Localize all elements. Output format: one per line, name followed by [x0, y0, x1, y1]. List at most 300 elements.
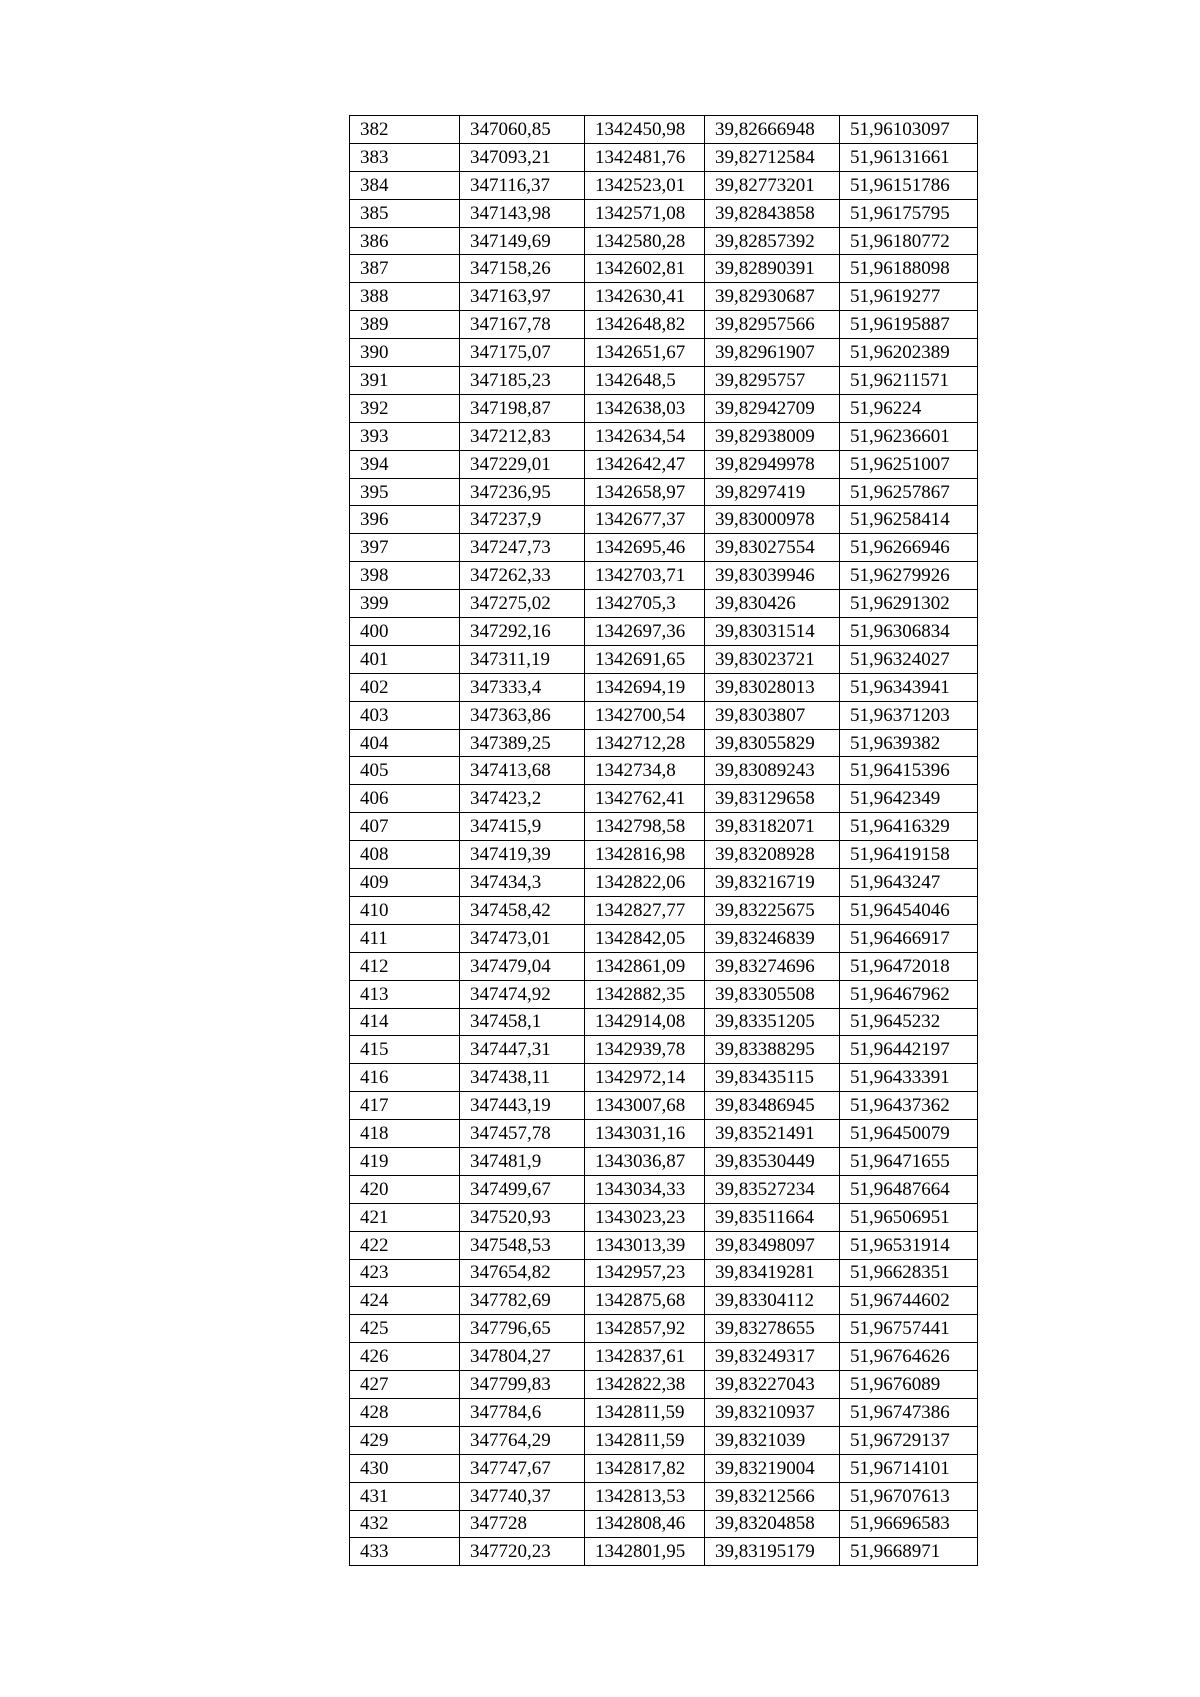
point-number-cell: 419 — [350, 1147, 460, 1175]
point-number-cell: 393 — [350, 422, 460, 450]
latitude-cell: 51,96258414 — [840, 506, 978, 534]
x-coordinate-cell: 347275,02 — [460, 590, 585, 618]
y-coordinate-cell: 1342712,28 — [585, 729, 705, 757]
y-coordinate-cell: 1342972,14 — [585, 1064, 705, 1092]
table-row — [350, 394, 978, 422]
latitude-cell: 51,96195887 — [840, 311, 978, 339]
table-row — [350, 1064, 978, 1092]
longitude-cell: 39,83498097 — [705, 1231, 840, 1259]
x-coordinate-cell: 347796,65 — [460, 1315, 585, 1343]
table-row — [350, 422, 978, 450]
x-coordinate-cell: 347247,73 — [460, 534, 585, 562]
y-coordinate-cell: 1342700,54 — [585, 701, 705, 729]
y-coordinate-cell: 1342939,78 — [585, 1036, 705, 1064]
y-coordinate-cell: 1342857,92 — [585, 1315, 705, 1343]
table-row — [350, 869, 978, 897]
y-coordinate-cell: 1342705,3 — [585, 590, 705, 618]
latitude-cell: 51,96628351 — [840, 1259, 978, 1287]
x-coordinate-cell: 347447,31 — [460, 1036, 585, 1064]
y-coordinate-cell: 1342882,35 — [585, 980, 705, 1008]
longitude-cell: 39,83027554 — [705, 534, 840, 562]
latitude-cell: 51,96764626 — [840, 1343, 978, 1371]
latitude-cell: 51,96180772 — [840, 227, 978, 255]
longitude-cell: 39,83351205 — [705, 1008, 840, 1036]
latitude-cell: 51,96454046 — [840, 896, 978, 924]
x-coordinate-cell: 347163,97 — [460, 283, 585, 311]
point-number-cell: 395 — [350, 478, 460, 506]
x-coordinate-cell: 347149,69 — [460, 227, 585, 255]
longitude-cell: 39,83511664 — [705, 1203, 840, 1231]
x-coordinate-cell: 347363,86 — [460, 701, 585, 729]
x-coordinate-cell: 347458,1 — [460, 1008, 585, 1036]
longitude-cell: 39,83208928 — [705, 841, 840, 869]
longitude-cell: 39,83486945 — [705, 1092, 840, 1120]
x-coordinate-cell: 347747,67 — [460, 1454, 585, 1482]
longitude-cell: 39,82930687 — [705, 283, 840, 311]
table-row — [350, 729, 978, 757]
x-coordinate-cell: 347499,67 — [460, 1175, 585, 1203]
longitude-cell: 39,82949978 — [705, 450, 840, 478]
y-coordinate-cell: 1342762,41 — [585, 785, 705, 813]
latitude-cell: 51,96279926 — [840, 562, 978, 590]
latitude-cell: 51,96744602 — [840, 1287, 978, 1315]
y-coordinate-cell: 1342695,46 — [585, 534, 705, 562]
table-row — [350, 450, 978, 478]
x-coordinate-cell: 347728 — [460, 1510, 585, 1538]
point-number-cell: 385 — [350, 199, 460, 227]
latitude-cell: 51,96747386 — [840, 1398, 978, 1426]
latitude-cell: 51,96151786 — [840, 171, 978, 199]
point-number-cell: 397 — [350, 534, 460, 562]
table-row — [350, 1092, 978, 1120]
x-coordinate-cell: 347167,78 — [460, 311, 585, 339]
latitude-cell: 51,9619277 — [840, 283, 978, 311]
longitude-cell: 39,83212566 — [705, 1482, 840, 1510]
table-row — [350, 924, 978, 952]
y-coordinate-cell: 1342861,09 — [585, 952, 705, 980]
table-row — [350, 199, 978, 227]
x-coordinate-cell: 347443,19 — [460, 1092, 585, 1120]
y-coordinate-cell: 1342481,76 — [585, 143, 705, 171]
longitude-cell: 39,83028013 — [705, 673, 840, 701]
latitude-cell: 51,96415396 — [840, 757, 978, 785]
latitude-cell: 51,96291302 — [840, 590, 978, 618]
x-coordinate-cell: 347481,9 — [460, 1147, 585, 1175]
x-coordinate-cell: 347720,23 — [460, 1538, 585, 1566]
y-coordinate-cell: 1342642,47 — [585, 450, 705, 478]
longitude-cell: 39,82957566 — [705, 311, 840, 339]
latitude-cell: 51,96202389 — [840, 339, 978, 367]
latitude-cell: 51,9643247 — [840, 869, 978, 897]
point-number-cell: 418 — [350, 1120, 460, 1148]
x-coordinate-cell: 347654,82 — [460, 1259, 585, 1287]
longitude-cell: 39,83227043 — [705, 1371, 840, 1399]
x-coordinate-cell: 347473,01 — [460, 924, 585, 952]
latitude-cell: 51,9639382 — [840, 729, 978, 757]
point-number-cell: 413 — [350, 980, 460, 1008]
longitude-cell: 39,83246839 — [705, 924, 840, 952]
x-coordinate-cell: 347311,19 — [460, 645, 585, 673]
table-row — [350, 255, 978, 283]
longitude-cell: 39,83031514 — [705, 618, 840, 646]
longitude-cell: 39,8303807 — [705, 701, 840, 729]
point-number-cell: 389 — [350, 311, 460, 339]
latitude-cell: 51,9645232 — [840, 1008, 978, 1036]
longitude-cell: 39,82890391 — [705, 255, 840, 283]
table-row — [350, 1454, 978, 1482]
x-coordinate-cell: 347419,39 — [460, 841, 585, 869]
x-coordinate-cell: 347093,21 — [460, 143, 585, 171]
y-coordinate-cell: 1342808,46 — [585, 1510, 705, 1538]
table-row — [350, 506, 978, 534]
table-row — [350, 283, 978, 311]
x-coordinate-cell: 347185,23 — [460, 367, 585, 395]
table-row — [350, 1510, 978, 1538]
y-coordinate-cell: 1342450,98 — [585, 116, 705, 144]
y-coordinate-cell: 1342691,65 — [585, 645, 705, 673]
x-coordinate-cell: 347237,9 — [460, 506, 585, 534]
x-coordinate-cell: 347158,26 — [460, 255, 585, 283]
point-number-cell: 398 — [350, 562, 460, 590]
point-number-cell: 390 — [350, 339, 460, 367]
longitude-cell: 39,83210937 — [705, 1398, 840, 1426]
y-coordinate-cell: 1342658,97 — [585, 478, 705, 506]
point-number-cell: 432 — [350, 1510, 460, 1538]
longitude-cell: 39,83182071 — [705, 813, 840, 841]
latitude-cell: 51,96175795 — [840, 199, 978, 227]
table-row — [350, 701, 978, 729]
table-row — [350, 841, 978, 869]
table-row — [350, 367, 978, 395]
point-number-cell: 387 — [350, 255, 460, 283]
point-number-cell: 416 — [350, 1064, 460, 1092]
point-number-cell: 406 — [350, 785, 460, 813]
latitude-cell: 51,96467962 — [840, 980, 978, 1008]
table-row — [350, 1008, 978, 1036]
longitude-cell: 39,82666948 — [705, 116, 840, 144]
latitude-cell: 51,96707613 — [840, 1482, 978, 1510]
y-coordinate-cell: 1342837,61 — [585, 1343, 705, 1371]
table-row — [350, 1343, 978, 1371]
x-coordinate-cell: 347479,04 — [460, 952, 585, 980]
longitude-cell: 39,83274696 — [705, 952, 840, 980]
latitude-cell: 51,96224 — [840, 394, 978, 422]
longitude-cell: 39,82942709 — [705, 394, 840, 422]
x-coordinate-cell: 347804,27 — [460, 1343, 585, 1371]
table-row — [350, 311, 978, 339]
latitude-cell: 51,96696583 — [840, 1510, 978, 1538]
point-number-cell: 412 — [350, 952, 460, 980]
latitude-cell: 51,96487664 — [840, 1175, 978, 1203]
x-coordinate-cell: 347292,16 — [460, 618, 585, 646]
latitude-cell: 51,96266946 — [840, 534, 978, 562]
longitude-cell: 39,83278655 — [705, 1315, 840, 1343]
latitude-cell: 51,96306834 — [840, 618, 978, 646]
latitude-cell: 51,96416329 — [840, 813, 978, 841]
table-row — [350, 1538, 978, 1566]
table-row — [350, 673, 978, 701]
table-row — [350, 757, 978, 785]
point-number-cell: 414 — [350, 1008, 460, 1036]
longitude-cell: 39,82712584 — [705, 143, 840, 171]
point-number-cell: 430 — [350, 1454, 460, 1482]
x-coordinate-cell: 347784,6 — [460, 1398, 585, 1426]
longitude-cell: 39,83219004 — [705, 1454, 840, 1482]
point-number-cell: 422 — [350, 1231, 460, 1259]
y-coordinate-cell: 1342694,19 — [585, 673, 705, 701]
y-coordinate-cell: 1342822,38 — [585, 1371, 705, 1399]
y-coordinate-cell: 1342842,05 — [585, 924, 705, 952]
x-coordinate-cell: 347175,07 — [460, 339, 585, 367]
longitude-cell: 39,83419281 — [705, 1259, 840, 1287]
longitude-cell: 39,83304112 — [705, 1287, 840, 1315]
x-coordinate-cell: 347782,69 — [460, 1287, 585, 1315]
longitude-cell: 39,82773201 — [705, 171, 840, 199]
point-number-cell: 399 — [350, 590, 460, 618]
y-coordinate-cell: 1342630,41 — [585, 283, 705, 311]
point-number-cell: 404 — [350, 729, 460, 757]
latitude-cell: 51,96472018 — [840, 952, 978, 980]
latitude-cell: 51,9642349 — [840, 785, 978, 813]
longitude-cell: 39,83225675 — [705, 896, 840, 924]
table-row — [350, 1203, 978, 1231]
y-coordinate-cell: 1342651,67 — [585, 339, 705, 367]
longitude-cell: 39,83055829 — [705, 729, 840, 757]
longitude-cell: 39,83000978 — [705, 506, 840, 534]
longitude-cell: 39,83435115 — [705, 1064, 840, 1092]
point-number-cell: 402 — [350, 673, 460, 701]
point-number-cell: 428 — [350, 1398, 460, 1426]
table-row — [350, 785, 978, 813]
point-number-cell: 423 — [350, 1259, 460, 1287]
table-row — [350, 1036, 978, 1064]
longitude-cell: 39,83249317 — [705, 1343, 840, 1371]
y-coordinate-cell: 1342634,54 — [585, 422, 705, 450]
latitude-cell: 51,96757441 — [840, 1315, 978, 1343]
y-coordinate-cell: 1342677,37 — [585, 506, 705, 534]
y-coordinate-cell: 1342817,82 — [585, 1454, 705, 1482]
y-coordinate-cell: 1343013,39 — [585, 1231, 705, 1259]
x-coordinate-cell: 347520,93 — [460, 1203, 585, 1231]
y-coordinate-cell: 1342638,03 — [585, 394, 705, 422]
y-coordinate-cell: 1342875,68 — [585, 1287, 705, 1315]
x-coordinate-cell: 347434,3 — [460, 869, 585, 897]
x-coordinate-cell: 347389,25 — [460, 729, 585, 757]
longitude-cell: 39,82938009 — [705, 422, 840, 450]
table-row — [350, 143, 978, 171]
y-coordinate-cell: 1342827,77 — [585, 896, 705, 924]
y-coordinate-cell: 1342648,82 — [585, 311, 705, 339]
x-coordinate-cell: 347438,11 — [460, 1064, 585, 1092]
table-row — [350, 534, 978, 562]
latitude-cell: 51,9668971 — [840, 1538, 978, 1566]
table-row — [350, 1259, 978, 1287]
table-row — [350, 339, 978, 367]
y-coordinate-cell: 1342523,01 — [585, 171, 705, 199]
y-coordinate-cell: 1342801,95 — [585, 1538, 705, 1566]
y-coordinate-cell: 1343036,87 — [585, 1147, 705, 1175]
coordinates-table-body — [350, 116, 978, 1566]
table-row — [350, 171, 978, 199]
x-coordinate-cell: 347423,2 — [460, 785, 585, 813]
y-coordinate-cell: 1343007,68 — [585, 1092, 705, 1120]
longitude-cell: 39,82857392 — [705, 227, 840, 255]
point-number-cell: 426 — [350, 1343, 460, 1371]
table-row — [350, 813, 978, 841]
latitude-cell: 51,96257867 — [840, 478, 978, 506]
table-row — [350, 590, 978, 618]
latitude-cell: 51,96714101 — [840, 1454, 978, 1482]
point-number-cell: 386 — [350, 227, 460, 255]
y-coordinate-cell: 1342798,58 — [585, 813, 705, 841]
y-coordinate-cell: 1342957,23 — [585, 1259, 705, 1287]
x-coordinate-cell: 347764,29 — [460, 1426, 585, 1454]
x-coordinate-cell: 347212,83 — [460, 422, 585, 450]
y-coordinate-cell: 1342571,08 — [585, 199, 705, 227]
table-row — [350, 1120, 978, 1148]
table-row — [350, 952, 978, 980]
y-coordinate-cell: 1342648,5 — [585, 367, 705, 395]
x-coordinate-cell: 347474,92 — [460, 980, 585, 1008]
table-row — [350, 1426, 978, 1454]
x-coordinate-cell: 347799,83 — [460, 1371, 585, 1399]
longitude-cell: 39,82961907 — [705, 339, 840, 367]
y-coordinate-cell: 1342822,06 — [585, 869, 705, 897]
longitude-cell: 39,8297419 — [705, 478, 840, 506]
longitude-cell: 39,83388295 — [705, 1036, 840, 1064]
x-coordinate-cell: 347458,42 — [460, 896, 585, 924]
longitude-cell: 39,830426 — [705, 590, 840, 618]
point-number-cell: 382 — [350, 116, 460, 144]
table-row — [350, 1231, 978, 1259]
y-coordinate-cell: 1342811,59 — [585, 1398, 705, 1426]
longitude-cell: 39,83527234 — [705, 1175, 840, 1203]
point-number-cell: 383 — [350, 143, 460, 171]
table-row — [350, 1287, 978, 1315]
y-coordinate-cell: 1343023,23 — [585, 1203, 705, 1231]
table-row — [350, 1398, 978, 1426]
table-row — [350, 1482, 978, 1510]
x-coordinate-cell: 347548,53 — [460, 1231, 585, 1259]
longitude-cell: 39,83023721 — [705, 645, 840, 673]
latitude-cell: 51,96324027 — [840, 645, 978, 673]
point-number-cell: 394 — [350, 450, 460, 478]
table-row — [350, 116, 978, 144]
coordinates-table — [349, 115, 978, 1566]
latitude-cell: 51,96251007 — [840, 450, 978, 478]
latitude-cell: 51,96471655 — [840, 1147, 978, 1175]
latitude-cell: 51,96188098 — [840, 255, 978, 283]
x-coordinate-cell: 347229,01 — [460, 450, 585, 478]
table-row — [350, 562, 978, 590]
point-number-cell: 388 — [350, 283, 460, 311]
latitude-cell: 51,96211571 — [840, 367, 978, 395]
latitude-cell: 51,9676089 — [840, 1371, 978, 1399]
latitude-cell: 51,96531914 — [840, 1231, 978, 1259]
x-coordinate-cell: 347457,78 — [460, 1120, 585, 1148]
latitude-cell: 51,96103097 — [840, 116, 978, 144]
x-coordinate-cell: 347198,87 — [460, 394, 585, 422]
longitude-cell: 39,8295757 — [705, 367, 840, 395]
y-coordinate-cell: 1342602,81 — [585, 255, 705, 283]
table-row — [350, 227, 978, 255]
y-coordinate-cell: 1342580,28 — [585, 227, 705, 255]
point-number-cell: 415 — [350, 1036, 460, 1064]
y-coordinate-cell: 1342703,71 — [585, 562, 705, 590]
x-coordinate-cell: 347236,95 — [460, 478, 585, 506]
point-number-cell: 408 — [350, 841, 460, 869]
y-coordinate-cell: 1342811,59 — [585, 1426, 705, 1454]
y-coordinate-cell: 1342813,53 — [585, 1482, 705, 1510]
y-coordinate-cell: 1343031,16 — [585, 1120, 705, 1148]
point-number-cell: 405 — [350, 757, 460, 785]
x-coordinate-cell: 347060,85 — [460, 116, 585, 144]
longitude-cell: 39,83530449 — [705, 1147, 840, 1175]
point-number-cell: 403 — [350, 701, 460, 729]
table-row — [350, 618, 978, 646]
point-number-cell: 396 — [350, 506, 460, 534]
table-row — [350, 896, 978, 924]
longitude-cell: 39,83039946 — [705, 562, 840, 590]
latitude-cell: 51,96343941 — [840, 673, 978, 701]
point-number-cell: 425 — [350, 1315, 460, 1343]
y-coordinate-cell: 1342734,8 — [585, 757, 705, 785]
point-number-cell: 401 — [350, 645, 460, 673]
x-coordinate-cell: 347413,68 — [460, 757, 585, 785]
point-number-cell: 409 — [350, 869, 460, 897]
table-row — [350, 1147, 978, 1175]
latitude-cell: 51,96466917 — [840, 924, 978, 952]
point-number-cell: 391 — [350, 367, 460, 395]
point-number-cell: 400 — [350, 618, 460, 646]
point-number-cell: 410 — [350, 896, 460, 924]
longitude-cell: 39,83195179 — [705, 1538, 840, 1566]
latitude-cell: 51,96437362 — [840, 1092, 978, 1120]
point-number-cell: 417 — [350, 1092, 460, 1120]
longitude-cell: 39,83204858 — [705, 1510, 840, 1538]
point-number-cell: 420 — [350, 1175, 460, 1203]
x-coordinate-cell: 347333,4 — [460, 673, 585, 701]
longitude-cell: 39,83129658 — [705, 785, 840, 813]
latitude-cell: 51,96450079 — [840, 1120, 978, 1148]
point-number-cell: 431 — [350, 1482, 460, 1510]
y-coordinate-cell: 1342697,36 — [585, 618, 705, 646]
latitude-cell: 51,96419158 — [840, 841, 978, 869]
latitude-cell: 51,96236601 — [840, 422, 978, 450]
longitude-cell: 39,83216719 — [705, 869, 840, 897]
x-coordinate-cell: 347116,37 — [460, 171, 585, 199]
x-coordinate-cell: 347415,9 — [460, 813, 585, 841]
table-row — [350, 980, 978, 1008]
point-number-cell: 384 — [350, 171, 460, 199]
latitude-cell: 51,96506951 — [840, 1203, 978, 1231]
latitude-cell: 51,96442197 — [840, 1036, 978, 1064]
table-row — [350, 1175, 978, 1203]
longitude-cell: 39,82843858 — [705, 199, 840, 227]
x-coordinate-cell: 347143,98 — [460, 199, 585, 227]
longitude-cell: 39,8321039 — [705, 1426, 840, 1454]
x-coordinate-cell: 347262,33 — [460, 562, 585, 590]
point-number-cell: 429 — [350, 1426, 460, 1454]
latitude-cell: 51,96371203 — [840, 701, 978, 729]
table-row — [350, 1315, 978, 1343]
point-number-cell: 427 — [350, 1371, 460, 1399]
latitude-cell: 51,96433391 — [840, 1064, 978, 1092]
latitude-cell: 51,96729137 — [840, 1426, 978, 1454]
table-row — [350, 1371, 978, 1399]
latitude-cell: 51,96131661 — [840, 143, 978, 171]
longitude-cell: 39,83305508 — [705, 980, 840, 1008]
